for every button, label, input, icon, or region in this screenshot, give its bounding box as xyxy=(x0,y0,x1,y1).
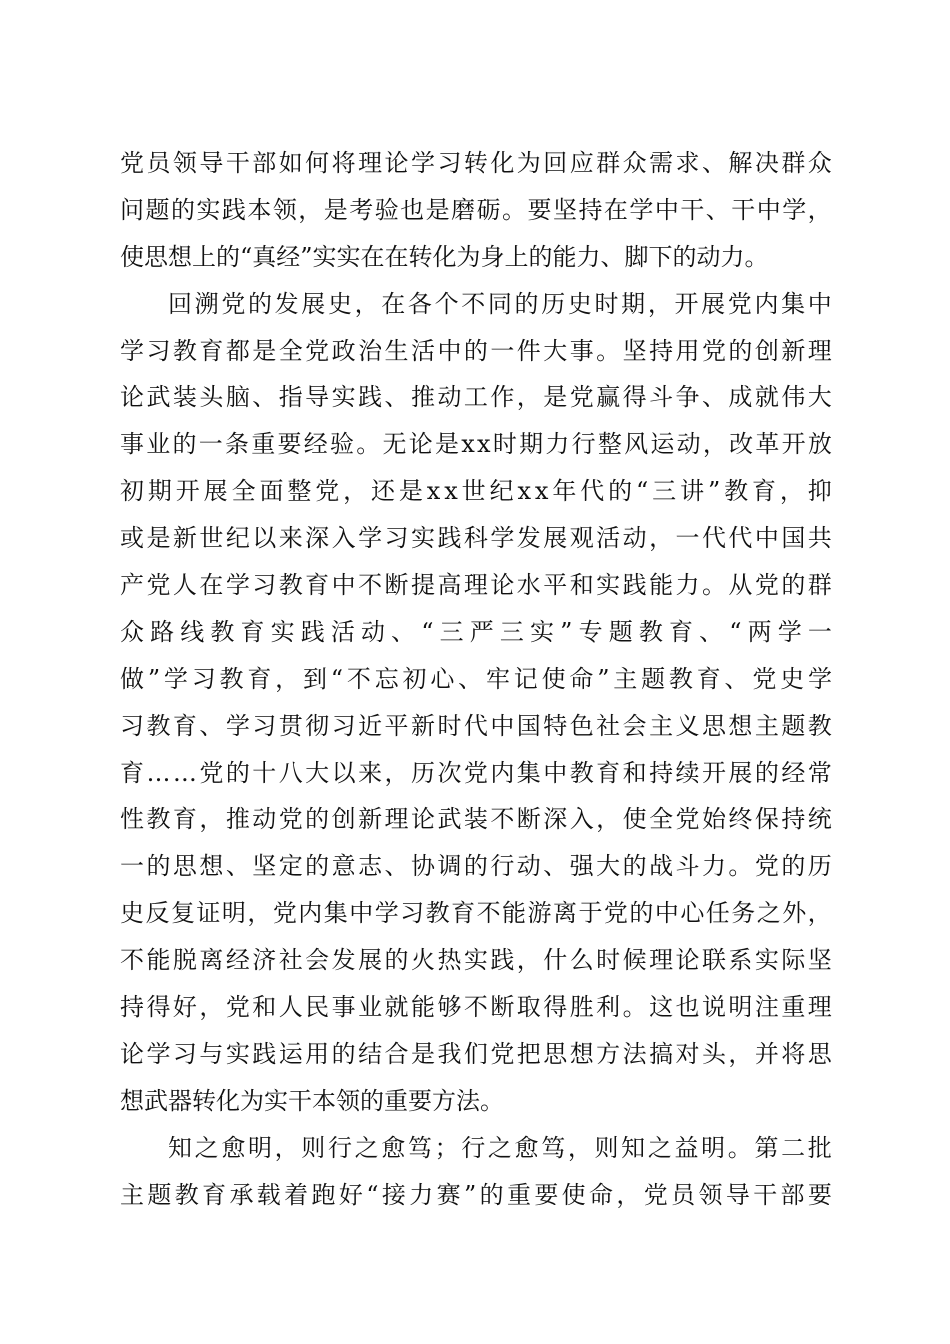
paragraph-2-line-9: 做 ” 学 习 教 育 ， 到 “ 不 忘 初 心 、 牢 记 使 命 ” 主 题 教 育 、 党 史 学 xyxy=(120,664,832,693)
paragraph-2-line-2: 学 习 教 育 都 是 全 党 政 治 生 活 中 的 一 件 大 事 。 坚 持 用 党 的 创 新 理 xyxy=(120,336,832,365)
paragraph-2-line-16: 持 得 好 ， 党 和 人 民 事 业 就 能 够 不 断 取 得 胜 利 。 这 也 说 明 注 重 理 xyxy=(120,993,832,1022)
paragraph-2-line-18: 想武器转化为实干本领的重要方法。 xyxy=(120,1086,504,1115)
paragraph-2-line-11: 育 … … 党 的 十 八 大 以 来 ， 历 次 党 内 集 中 教 育 和 持 续 开 展 的 经 常 xyxy=(120,758,832,787)
paragraph-2-line-6: 或 是 新 世 纪 以 来 深 入 学 习 实 践 科 学 发 展 观 活 动 ， 一 代 代 中 国 共 xyxy=(120,524,832,553)
paragraph-1-line-3: 使思想上的“真经”实实在在转化为身上的能力、脚下的动力。 xyxy=(120,242,769,271)
paragraph-2-line-10: 习 教 育 、 学 习 贯 彻 习 近 平 新 时 代 中 国 特 色 社 会 主 义 思 想 主 题 教 xyxy=(120,711,832,740)
paragraph-3-line-2: 主 题 教 育 承 载 着 跑 好 “ 接 力 赛 ” 的 重 要 使 命 ， 党 员 领 导 干 部 要 xyxy=(120,1180,832,1209)
paragraph-2-line-13: 一 的 思 想 、 坚 定 的 意 志 、 协 调 的 行 动 、 强 大 的 战 斗 力 。 党 的 历 xyxy=(120,852,832,881)
paragraph-2-line-14: 史 反 复 证 明 ， 党 内 集 中 学 习 教 育 不 能 游 离 于 党 的 中 心 任 务 之 外 ， xyxy=(120,899,832,928)
paragraph-3-line-1: 知 之 愈 明 ， 则 行 之 愈 笃 ； 行 之 愈 笃 ， 则 知 之 益 明 。 第 二 批 xyxy=(168,1133,832,1162)
paragraph-2-line-4: 事 业 的 一 条 重 要 经 验 。 无 论 是 x x 时 期 力 行 整 风 运 动 ， 改 革 开 放 xyxy=(120,430,832,459)
paragraph-1-line-2: 问 题 的 实 践 本 领 ， 是 考 验 也 是 磨 砺 。 要 坚 持 在 学 中 干 、 干 中 学 ， xyxy=(120,195,832,224)
paragraph-2-line-12: 性 教 育 ， 推 动 党 的 创 新 理 论 武 装 不 断 深 入 ， 使 全 党 始 终 保 持 统 xyxy=(120,805,832,834)
paragraph-2-line-1: 回 溯 党 的 发 展 史 ， 在 各 个 不 同 的 历 史 时 期 ， 开 展 党 内 集 中 xyxy=(168,289,832,318)
paragraph-2-line-15: 不 能 脱 离 经 济 社 会 发 展 的 火 热 实 践 ， 什 么 时 候 理 论 联 系 实 际 坚 xyxy=(120,946,832,975)
paragraph-2-line-7: 产 党 人 在 学 习 教 育 中 不 断 提 高 理 论 水 平 和 实 践 能 力 。 从 党 的 群 xyxy=(120,571,832,600)
paragraph-2-line-8: 众 路 线 教 育 实 践 活 动 、 “ 三 严 三 实 ” 专 题 教 育 、 “ 两 学 一 xyxy=(120,617,832,646)
document-body xyxy=(120,140,832,1218)
paragraph-2-line-5: 初 期 开 展 全 面 整 党 ， 还 是 x x 世 纪 x x 年 代 的 “ 三 讲 ” 教 育 ， 抑 xyxy=(120,477,832,506)
paragraph-2-line-3: 论 武 装 头 脑 、 指 导 实 践 、 推 动 工 作 ， 是 党 赢 得 斗 争 、 成 就 伟 大 xyxy=(120,383,832,412)
paragraph-2-line-17: 论 学 习 与 实 践 运 用 的 结 合 是 我 们 党 把 思 想 方 法 搞 对 头 ， 并 将 思 xyxy=(120,1039,832,1068)
paragraph-1-line-1: 党 员 领 导 干 部 如 何 将 理 论 学 习 转 化 为 回 应 群 众 需 求 、 解 决 群 众 xyxy=(120,149,832,177)
